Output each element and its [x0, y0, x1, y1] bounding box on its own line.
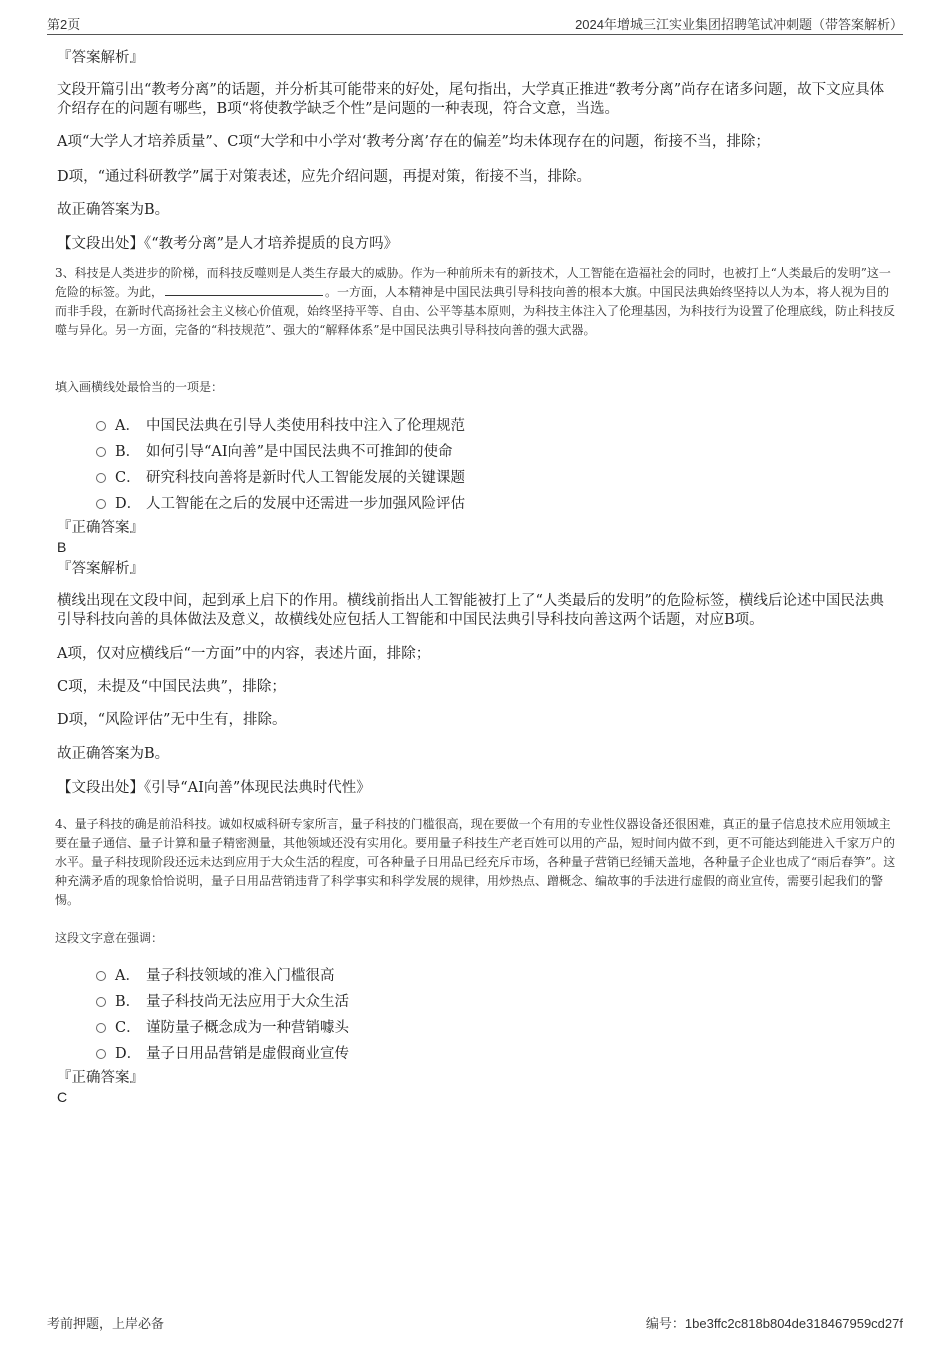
footer-slogan: 考前押题，上岸必备: [47, 1316, 165, 1331]
q2-analysis-heading: 『答案解析』: [57, 50, 144, 66]
q2-analysis-p3: D项，“通过科研教学”属于对策表述，应先介绍问题，再提对策，衔接不当，排除。: [57, 169, 591, 185]
q2-analysis-p4: 故正确答案为B。: [57, 202, 170, 218]
q4-stem: 4、量子科技的确是前沿科技。诚如权威科研专家所言，量子科技的门槛很高，现在要做一个有用的专业性仪器设备还很困难，真正的量子信息技术应用领域主要在量子通信、量子计算和量子精密测量，其他领域还没有实用化。要用量子科技生产老百姓可以用的产品，短时间内做不到，更不可能达到能进入千家万户的水平。量子科技现阶段还远未达到应用于大众生活的程度，可各种量子日用品已经充斥市场，各种量子营销已经铺天盖地，各种量子企业也成了“雨后春笋”。这种充满矛盾的现象恰恰说明，量子日用品营销违背了科学事实和科学发展的规律，用炒热点、蹭概念、编故事的手法进行虚假的商业宣传，需要引起我们的警惕。: [55, 817, 896, 907]
q3-analysis-p1: 横线出现在文段中间，起到承上启下的作用。横线前指出人工智能被打上了“人类最后的发明”的危险标签，横线后论述中国民法典引导科技向善的具体做法及意义，故横线处应包括人工智能和中国民法典引导科技向善这两个话题，对应B项。: [57, 593, 884, 628]
q4-answer-heading: 『正确答案』: [57, 1070, 144, 1086]
q3-prompt: 填入画横线处最恰当的一项是：: [55, 380, 224, 394]
q3-stem-post: 。一方面，人本精神是中国民法典引导科技向善的根本大旗。中国民法典始终坚持以人为本，将人视为目的而非手段，在新时代高扬社会主义核心价值观，始终坚持平等、自由、公平等基本原则，为科技主体注入了伦理基因，为科技行为设置了伦理底线，防止科技反噬与异化。另一方面，完备的“科技规范”、强大的“解释体系”是中国民法典引导科技向善的强大武器。: [55, 285, 896, 337]
q2-source: 【文段出处】《“教考分离”是人才培养提质的良方吗》: [57, 236, 399, 252]
q4-option-a[interactable]: A． 量子科技领域的准入门槛很高: [96, 964, 335, 985]
q3-fill-blank: [165, 283, 323, 296]
radio-icon[interactable]: [96, 473, 106, 483]
q3-answer-heading: 『正确答案』: [57, 520, 144, 536]
header-divider: [47, 34, 903, 35]
q3-analysis-p4: D项，“风险评估”无中生有，排除。: [57, 712, 287, 728]
q3-option-c[interactable]: C． 研究科技向善将是新时代人工智能发展的关键课题: [96, 466, 465, 487]
q3-stem-pre: 3、科技是人类进步的阶梯，而科技反噬则是人类生存最大的威胁。作为一种前所未有的新技术，人工智能在造福社会的同时，也被打上“人类最后的发明”这一危险的标签。为此，: [55, 266, 891, 299]
radio-icon[interactable]: [96, 1023, 106, 1033]
q4-option-c[interactable]: C． 谨防量子概念成为一种营销噱头: [96, 1016, 349, 1037]
q2-analysis-p2: A项“大学人才培养质量”、C项“大学和中小学对‘教考分离’存在的偏差”均未体现存在的问题，衔接不当，排除；: [57, 134, 770, 150]
radio-icon[interactable]: [96, 421, 106, 431]
radio-icon[interactable]: [96, 499, 106, 509]
q2-analysis-p1: 文段开篇引出“教考分离”的话题，并分析其可能带来的好处，尾句指出，大学真正推进“教考分离”尚存在诸多问题，故下文应具体介绍存在的问题有哪些，B项“将使教学缺乏个性”是问题的一种表现，符合文意，当选。: [57, 82, 885, 117]
document-title: 2024年增城三江实业集团招聘笔试冲刺题（带答案解析）: [575, 17, 903, 32]
footer-serial: 编号：1be3ffc2c818b804de318467959cd27f: [645, 1316, 903, 1331]
q4-option-d[interactable]: D． 量子日用品营销是虚假商业宣传: [96, 1042, 349, 1063]
q3-analysis-p5: 故正确答案为B。: [57, 746, 170, 762]
radio-icon[interactable]: [96, 447, 106, 457]
q3-option-a[interactable]: A． 中国民法典在引导人类使用科技中注入了伦理规范: [96, 414, 465, 435]
radio-icon[interactable]: [96, 971, 106, 981]
page-number: 第2页: [47, 17, 81, 32]
q4-option-b[interactable]: B． 量子科技尚无法应用于大众生活: [96, 990, 349, 1011]
radio-icon[interactable]: [96, 1049, 106, 1059]
q3-answer: B: [57, 539, 67, 555]
q4-prompt: 这段文字意在强调：: [55, 931, 164, 945]
q3-source: 【文段出处】《引导“AI向善”体现民法典时代性》: [57, 780, 371, 796]
q3-analysis-p2: A项，仅对应横线后“一方面”中的内容，表述片面，排除；: [57, 646, 431, 662]
q3-option-d[interactable]: D． 人工智能在之后的发展中还需进一步加强风险评估: [96, 492, 465, 513]
q3-analysis-p3: C项，未提及“中国民法典”，排除；: [57, 679, 286, 695]
q3-stem: [55, 264, 900, 340]
q4-answer: C: [57, 1089, 68, 1105]
radio-icon[interactable]: [96, 997, 106, 1007]
q3-option-b[interactable]: B． 如何引导“AI向善”是中国民法典不可推卸的使命: [96, 440, 453, 461]
q3-analysis-heading: 『答案解析』: [57, 561, 144, 577]
